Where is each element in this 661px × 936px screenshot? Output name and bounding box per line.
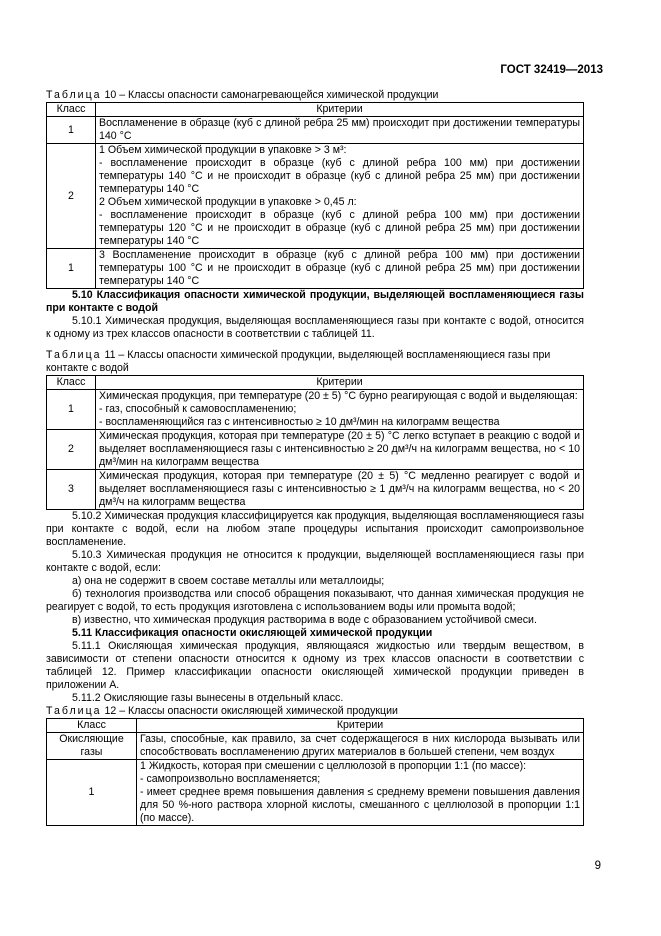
list-item-a: а) она не содержит в своем составе металлы или металлоиды;: [72, 575, 385, 587]
table-11-caption: [46, 349, 584, 375]
paragraph-5-10-2: 5.10.2 Химическая продукция классифицируется как продукция, выделяющая воспламеняющиеся газы при контакте с водой, если на любом этапе процедуры испытания происходит самопроизвольное воспламенение.: [46, 510, 584, 548]
table-row: [47, 760, 584, 826]
paragraph-5-11-1: 5.11.1 Окисляющая химическая продукция, являющаяся жидкостью или твердым веществом, в зависимости от степени опасности относится к одному из трех классов опасности в соответствии с таблицей 12. Пример классификации опасности окисляющей химической продукции приведен в приложении А.: [46, 640, 584, 691]
criteria-line: 1 Жидкость, которая при смешении с целлюлозой в пропорции 1:1 (по массе):: [140, 760, 527, 772]
column-header-criteria: Критерии: [137, 719, 584, 733]
table-header-row: [47, 376, 584, 390]
criteria-cell: [96, 117, 584, 144]
criteria-line: Химическая продукция, которая при температуре (20 ± 5) °С медленно реагирует с водой и выделяет воспламеняющиеся газы с интенсивностью ≥ 1 дм³/ч на килограмм вещества, но < 20 дм³/ч на килограмм вещества: [99, 470, 580, 508]
page-content: [46, 89, 584, 826]
class-cell: 1: [47, 117, 96, 144]
table-caption-word: Таблица: [46, 349, 102, 361]
column-header-class: Класс: [47, 719, 137, 733]
criteria-cell: [96, 144, 584, 249]
table-row: [47, 430, 584, 470]
table-caption-word: Таблица: [46, 89, 102, 101]
table-row: [47, 470, 584, 510]
criteria-line: Газы, способные, как правило, за счет содержащегося в них кислорода вызывать или способствовать воспламенению других материалов в большей степени, чем воздух: [140, 733, 580, 758]
class-cell: 3: [47, 470, 96, 510]
table-header-row: [47, 103, 584, 117]
table-row: [47, 249, 584, 289]
criteria-line: Воспламенение в образце (куб с длиной ребра 25 мм) происходит при достижении температуры 140 °С: [99, 117, 580, 142]
table-caption-text: 11 – Классы опасности химической продукции, выделяющей воспламеняющиеся газы при контакте с водой: [46, 349, 551, 374]
criteria-cell: [96, 470, 584, 510]
class-cell: 1: [47, 390, 96, 430]
list-item-c: в) известно, что химическая продукция растворима в воде с образованием устойчивой смеси.: [72, 614, 537, 626]
paragraph-5-10-3: 5.10.3 Химическая продукция не относится к продукции, выделяющей воспламеняющиеся газы при контакте с водой, если:: [46, 549, 584, 574]
criteria-line: 3 Воспламенение происходит в образце (куб с длиной ребра 100 мм) при достижении температуры 100 °С и не происходит в образце (куб с длиной ребра 25 мм) при достижении температуры 140 °С: [99, 249, 580, 287]
criteria-cell: [96, 430, 584, 470]
criteria-line: 1 Объем химической продукции в упаковке > 3 м³:: [99, 144, 347, 156]
page-number: 9: [594, 860, 601, 872]
criteria-line: - самопроизвольно воспламеняется;: [140, 773, 321, 785]
criteria-line: Химическая продукция, которая при температуре (20 ± 5) °С легко вступает в реакцию с водой и выделяет воспламеняющиеся газы с интенсивностью ≥ 20 дм³/ч на килограмм вещества, но < 10 дм³/мин на килограмм вещества: [99, 430, 580, 468]
table-caption-text: 10 – Классы опасности самонагревающейся химической продукции: [101, 89, 439, 101]
table-row: [47, 117, 584, 144]
table-12-caption: [46, 705, 584, 718]
criteria-line: - имеет среднее время повышения давления ≤ среднему времени повышения давления для 50 %-ного раствора хлорной кислоты, смешанного с целлюлозой в пропорции 1:1 (по массе).: [140, 786, 580, 824]
list-item-b: б) технология производства или способ обращения показывают, что данная химическая продукция не реагирует с водой, то есть продукция изготовлена с использованием воды или промыта водой;: [46, 588, 584, 613]
table-header-row: [47, 719, 584, 733]
class-cell: 1: [47, 760, 137, 826]
table-10-caption: [46, 89, 584, 102]
column-header-criteria: Критерии: [96, 376, 584, 390]
table-12: [46, 718, 584, 826]
paragraph-5-10-1: 5.10.1 Химическая продукция, выделяющая воспламеняющиеся газы при контакте с водой, относится к одному из трех классов опасности в соответствии с таблицей 11.: [46, 315, 584, 340]
section-5-11-heading: 5.11 Классификация опасности окисляющей химической продукции: [72, 627, 433, 639]
criteria-line: - воспламенение происходит в образце (куб с длиной ребра 100 мм) при достижении температуры 120 °С и не происходит в образце (куб с длиной ребра 25 мм) при достижении температуры 140 °С: [99, 209, 580, 247]
criteria-cell: [96, 249, 584, 289]
table-caption-text: 12 – Классы опасности окисляющей химической продукции: [101, 705, 398, 717]
class-cell: 2: [47, 430, 96, 470]
table-11: [46, 375, 584, 510]
paragraph-5-11-2: 5.11.2 Окисляющие газы вынесены в отдельный класс.: [72, 692, 344, 704]
column-header-class: Класс: [47, 103, 96, 117]
document-code: ГОСТ 32419—2013: [500, 64, 603, 76]
table-caption-word: Таблица: [46, 705, 102, 717]
class-cell: 1: [47, 249, 96, 289]
criteria-line: - газ, способный к самовоспламенению;: [99, 403, 297, 415]
table-row: [47, 733, 584, 760]
section-5-10-heading: 5.10 Классификация опасности химической продукции, выделяющей воспламеняющиеся газы при контакте с водой: [46, 289, 584, 314]
class-cell: Окисляющие газы: [47, 733, 137, 760]
criteria-cell: [96, 390, 584, 430]
table-10: [46, 102, 584, 289]
criteria-line: - воспламенение происходит в образце (куб с длиной ребра 100 мм) при достижении температуры 140 °С и не происходит в образце (куб с длиной ребра 25 мм) при достижении температуры 140 °С: [99, 157, 580, 195]
criteria-line: Химическая продукция, при температуре (20 ± 5) °С бурно реагирующая с водой и выделяющая:: [99, 390, 578, 402]
class-cell: 2: [47, 144, 96, 249]
column-header-class: Класс: [47, 376, 96, 390]
column-header-criteria: Критерии: [96, 103, 584, 117]
criteria-cell: [137, 733, 584, 760]
table-row: [47, 390, 584, 430]
criteria-line: - воспламеняющийся газ с интенсивностью ≥ 10 дм³/мин на килограмм вещества: [99, 416, 500, 428]
table-row: [47, 144, 584, 249]
criteria-line: 2 Объем химической продукции в упаковке > 0,45 л:: [99, 196, 357, 208]
criteria-cell: [137, 760, 584, 826]
